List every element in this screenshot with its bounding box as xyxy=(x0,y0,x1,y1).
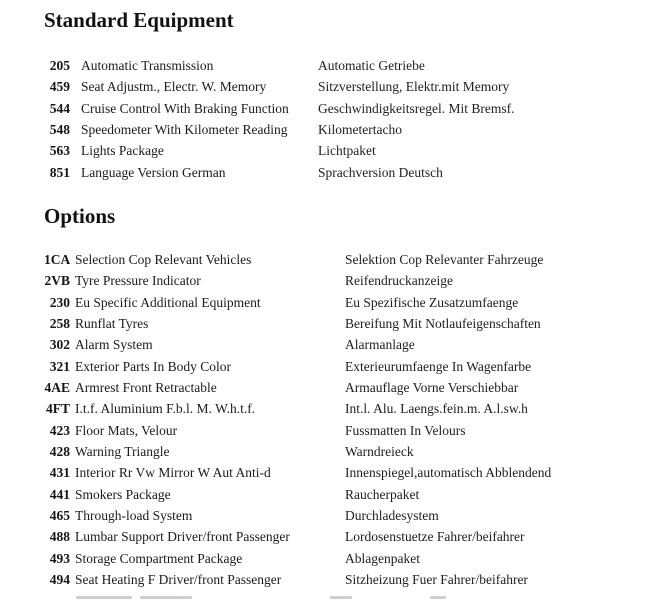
option-description-english: Tyre Pressure Indicator xyxy=(75,273,201,289)
option-code: 1CA xyxy=(44,252,71,267)
standard-equipment-table xyxy=(44,55,654,183)
option-description-english: Through-load System xyxy=(75,507,193,523)
option-description-german: Automatic Getriebe xyxy=(318,58,425,73)
option-description-english: Interior Rr Vw Mirror W Aut Anti-d xyxy=(75,465,271,481)
equipment-row xyxy=(44,55,654,76)
clipped-text-smudge xyxy=(76,596,132,599)
option-description-german: Fussmatten In Velours xyxy=(345,422,466,438)
option-description-german: Warndreieck xyxy=(345,443,414,459)
option-code: 428 xyxy=(49,443,70,459)
equipment-row xyxy=(44,505,654,526)
option-description-german: Int.l. Alu. Laengs.fein.m. A.l.sw.h xyxy=(345,401,528,417)
clipped-text-smudge xyxy=(430,596,446,599)
equipment-row xyxy=(44,526,654,547)
option-description-german: Sitzheizung Fuer Fahrer/beifahrer xyxy=(345,571,528,587)
option-description-english: Armrest Front Retractable xyxy=(75,379,217,395)
option-description-english: Warning Triangle xyxy=(75,443,170,459)
clipped-text-smudge xyxy=(330,596,352,599)
options-table xyxy=(44,249,654,590)
option-description-german: Selektion Cop Relevanter Fahrzeuge xyxy=(345,252,544,267)
equipment-row xyxy=(44,119,654,140)
equipment-row xyxy=(44,140,654,161)
option-code: 2VB xyxy=(44,273,70,289)
option-code: 205 xyxy=(49,58,70,73)
section-title-options: Options xyxy=(44,204,116,228)
option-code: 493 xyxy=(49,550,70,566)
equipment-row xyxy=(44,249,654,270)
option-description-english: Selection Cop Relevant Vehicles xyxy=(75,252,252,267)
equipment-row xyxy=(44,569,654,590)
option-description-english: Eu Specific Additional Equipment xyxy=(75,294,261,310)
option-description-german: Sitzverstellung, Elektr.mit Memory xyxy=(318,79,510,95)
option-code: 423 xyxy=(49,422,70,438)
option-code: 258 xyxy=(49,315,70,331)
option-description-english: Automatic Transmission xyxy=(81,58,214,73)
option-description-german: Raucherpaket xyxy=(345,486,420,502)
option-code: 441 xyxy=(49,486,70,502)
option-code: 563 xyxy=(49,143,70,159)
option-code: 302 xyxy=(49,337,70,353)
equipment-row xyxy=(44,548,654,569)
option-description-german: Alarmanlage xyxy=(345,337,415,353)
option-description-german: Innenspiegel,automatisch Abblendend xyxy=(345,465,552,481)
option-description-german: Geschwindigkeitsregel. Mit Bremsf. xyxy=(318,100,515,116)
option-code: 548 xyxy=(49,121,70,137)
option-code: 459 xyxy=(49,79,70,95)
section-title-standard-equipment: Standard Equipment xyxy=(44,8,234,32)
option-description-german: Armauflage Vorne Verschiebbar xyxy=(345,379,519,395)
option-description-english: Seat Adjustm., Electr. W. Memory xyxy=(81,79,267,95)
option-code: 488 xyxy=(49,529,70,545)
option-description-german: Ablagenpaket xyxy=(345,550,420,566)
equipment-row xyxy=(44,377,654,398)
option-description-german: Sprachversion Deutsch xyxy=(318,164,443,180)
equipment-row xyxy=(44,313,654,334)
equipment-row xyxy=(44,76,654,97)
equipment-row xyxy=(44,162,654,183)
equipment-row xyxy=(44,356,654,377)
option-code: 851 xyxy=(49,164,70,180)
equipment-row xyxy=(44,270,654,291)
option-code: 4AE xyxy=(44,379,70,395)
option-description-english: Seat Heating F Driver/front Passenger xyxy=(75,571,282,587)
equipment-row xyxy=(44,398,654,419)
equipment-row xyxy=(44,292,654,313)
option-description-german: Bereifung Mit Notlaufeigenschaften xyxy=(345,315,541,331)
option-code: 321 xyxy=(49,358,70,374)
option-description-english: Lumbar Support Driver/front Passenger xyxy=(75,529,290,545)
option-description-german: Durchladesystem xyxy=(345,507,439,523)
option-description-english: Exterior Parts In Body Color xyxy=(75,358,231,374)
option-description-english: Language Version German xyxy=(81,164,226,180)
option-description-german: Exterieurumfaenge In Wagenfarbe xyxy=(345,358,532,374)
option-code: 4FT xyxy=(45,401,70,417)
equipment-row xyxy=(44,484,654,505)
equipment-row xyxy=(44,334,654,355)
option-description-german: Eu Spezifische Zusatzumfaenge xyxy=(345,294,519,310)
option-code: 544 xyxy=(49,100,70,116)
option-code: 431 xyxy=(49,465,70,481)
option-description-english: Lights Package xyxy=(81,143,164,159)
option-description-english: Alarm System xyxy=(75,337,153,353)
option-description-english: Runflat Tyres xyxy=(75,315,149,331)
option-code: 465 xyxy=(49,507,70,523)
option-description-german: Kilometertacho xyxy=(318,121,402,137)
equipment-row xyxy=(44,98,654,119)
option-description-english: Cruise Control With Braking Function xyxy=(81,100,289,116)
option-description-english: Smokers Package xyxy=(75,486,171,502)
option-description-english: Storage Compartment Package xyxy=(75,550,243,566)
option-description-english: Speedometer With Kilometer Reading xyxy=(81,121,288,137)
equipment-row xyxy=(44,420,654,441)
option-code: 494 xyxy=(49,571,70,587)
option-description-english: Floor Mats, Velour xyxy=(75,422,178,438)
equipment-row xyxy=(44,462,654,483)
option-description-english: I.t.f. Aluminium F.b.l. M. W.h.t.f. xyxy=(75,401,256,417)
equipment-row xyxy=(44,441,654,462)
option-code: 230 xyxy=(49,294,70,310)
clipped-next-row-artifact xyxy=(0,594,654,600)
option-description-german: Reifendruckanzeige xyxy=(345,273,453,289)
clipped-text-smudge xyxy=(140,596,192,599)
option-description-german: Lichtpaket xyxy=(318,143,376,159)
option-description-german: Lordosenstuetze Fahrer/beifahrer xyxy=(345,529,525,545)
